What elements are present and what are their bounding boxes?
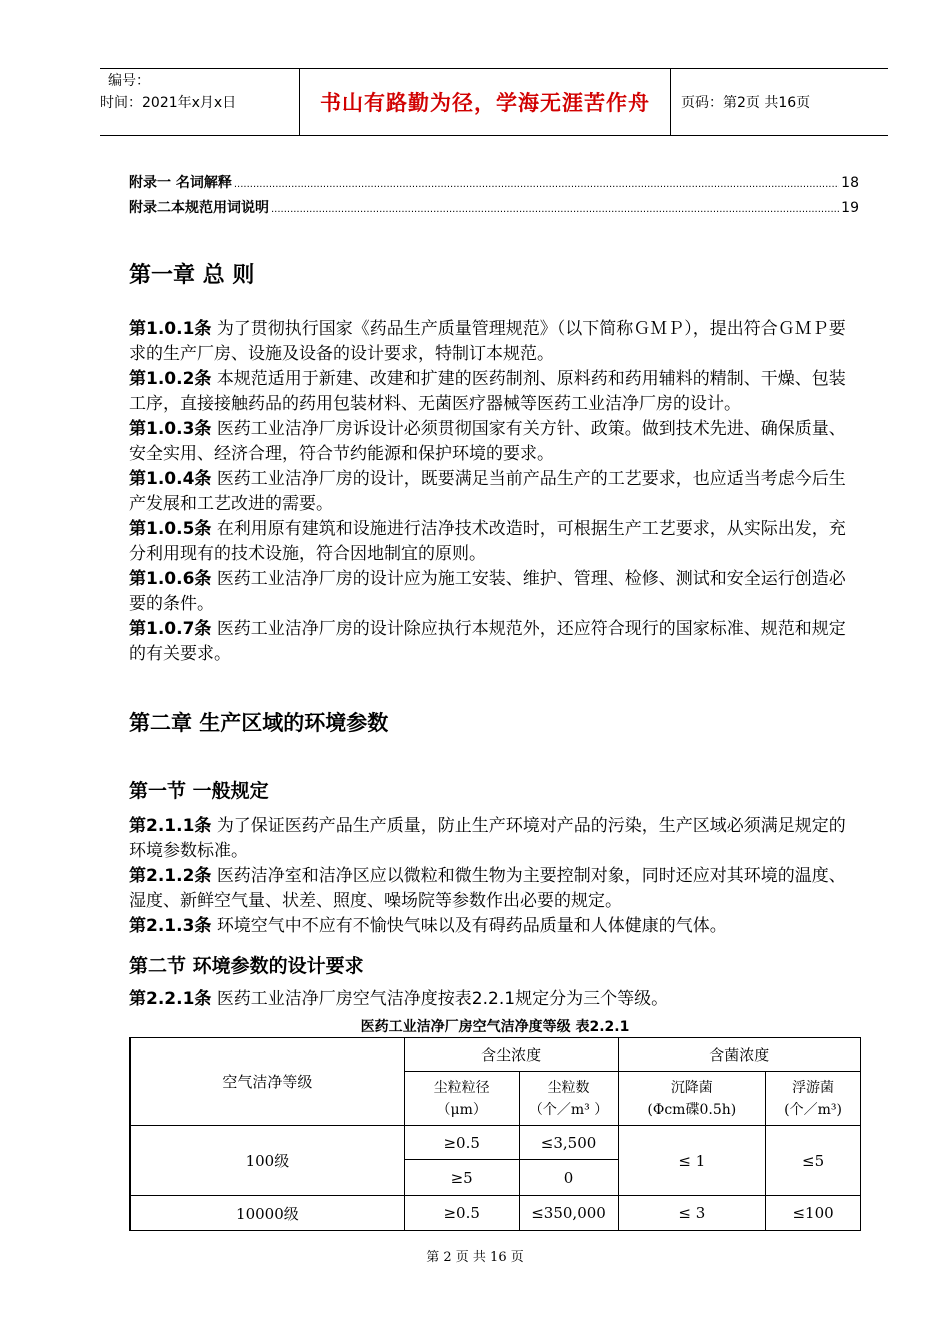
table-cell-count: 0: [519, 1160, 618, 1196]
article: [129, 617, 849, 667]
header-slogan-cell: [300, 69, 671, 135]
article-text: 医药工业洁净厂房的设计除应执行本规范外，还应符合现行的国家标准、规范和规定的有关要求。: [129, 619, 846, 664]
article-number: 第2.1.3条: [129, 916, 212, 936]
header-label: 尘粒数: [547, 1079, 590, 1096]
article-text: 在利用原有建筑和设施进行洁净技术改造时，可根据生产工艺要求，从实际出发，充分利用现有的技术设施，符合因地制宜的原则。: [129, 519, 846, 564]
table-header-floating: [766, 1072, 861, 1126]
article: [129, 367, 849, 417]
section-2-title: 第二节 环境参数的设计要求: [129, 955, 364, 977]
table-header-particle-size: [404, 1072, 519, 1126]
article-number: 第1.0.7条: [129, 619, 212, 639]
table-cell-size: ≥0.5: [404, 1196, 519, 1231]
table-cell-count: ≤3,500: [519, 1126, 618, 1160]
article: [129, 814, 849, 864]
toc-entry-title: 附录一 名词解释: [129, 175, 232, 191]
article-number: 第1.0.2条: [129, 369, 212, 389]
article: [129, 914, 849, 939]
header-label: 尘粒粒径: [433, 1079, 490, 1096]
article-text: 医药工业洁净厂房空气洁净度按表2.2.1规定分为三个等级。: [216, 989, 669, 1009]
article-text: 医药工业洁净厂房的设计，既要满足当前产品生产的工艺要求，也应适当考虑今后生产发展和工艺改进的需要。: [129, 469, 846, 514]
article: [129, 417, 849, 467]
header-unit: (个／m³): [784, 1101, 842, 1118]
header-unit: (Φcm碟0.5h): [647, 1101, 737, 1118]
toc-entry-title: 附录二本规范用词说明: [129, 200, 269, 216]
table-cell-settling: ≤ 1: [618, 1126, 766, 1196]
table-cell-size: ≥0.5: [404, 1126, 519, 1160]
article-number: 第2.2.1条: [129, 989, 212, 1009]
table-header-particle-count: [519, 1072, 618, 1126]
section-1-title: 第一节 一般规定: [129, 780, 269, 802]
header-label: 浮游菌: [792, 1079, 835, 1096]
table-header-row: [130, 1038, 861, 1072]
toc-leader: [234, 179, 839, 190]
page-header: [100, 68, 888, 136]
table-caption: 医药工业洁净厂房空气洁净度等级 表2.2.1: [360, 1019, 630, 1035]
table-cell-floating: ≤100: [766, 1196, 861, 1231]
article-text: 为了保证医药产品生产质量，防止生产环境对产品的污染，生产区域必须满足规定的环境参数标准。: [129, 816, 846, 861]
article-text: 为了贯彻执行国家《药品生产质量管理规范》（以下简称ＧＭＰ），提出符合ＧＭＰ要求的生产厂房、设施及设备的设计要求，特制订本规范。: [129, 319, 846, 364]
section-1-body: [129, 814, 849, 939]
article-number: 第2.1.1条: [129, 816, 212, 836]
article-number: 第1.0.6条: [129, 569, 212, 589]
header-number-label: 编号：: [108, 73, 150, 89]
header-label: 沉降菌: [670, 1079, 713, 1096]
toc-entry-page: 18: [841, 175, 859, 191]
header-page-info: 页码：第2页 共16页: [681, 95, 811, 111]
header-unit: （μm）: [436, 1101, 487, 1118]
page-footer: 第 2 页 共 16 页: [426, 1250, 524, 1265]
article: [129, 567, 849, 617]
table-header-class: 空气洁净等级: [130, 1038, 404, 1126]
article-text: 医药工业洁净厂房诉设计必须贯彻国家有关方针、政策。做到技术先进、确保质量、安全实用、经济合理，符合节约能源和保护环境的要求。: [129, 419, 846, 464]
table-header-settling: [618, 1072, 766, 1126]
chapter-1-body: [129, 317, 849, 667]
article: [129, 317, 849, 367]
article: [129, 517, 849, 567]
table-cell-settling: ≤ 3: [618, 1196, 766, 1231]
article: [129, 864, 849, 914]
article-number: 第1.0.4条: [129, 469, 212, 489]
chapter-1-title: 第一章 总 则: [129, 263, 255, 288]
header-meta: [100, 69, 300, 135]
table-cell-count: ≤350,000: [519, 1196, 618, 1231]
article-number: 第1.0.3条: [129, 419, 212, 439]
article: [129, 467, 849, 517]
header-unit: （个／m³ ）: [528, 1101, 609, 1118]
article-number: 第2.1.2条: [129, 866, 212, 886]
article-text: 医药工业洁净厂房的设计应为施工安装、维护、管理、检修、测试和安全运行创造必要的条件。: [129, 569, 846, 614]
table-cell-class: 10000级: [130, 1196, 404, 1231]
section-2-body: [129, 987, 849, 1012]
table-row: [130, 1196, 861, 1231]
table-row: [130, 1126, 861, 1160]
toc-entry[interactable]: [129, 172, 859, 192]
cleanliness-table: [129, 1037, 861, 1231]
table-header-dust: 含尘浓度: [404, 1038, 618, 1072]
chapter-2-title: 第二章 生产区域的环境参数: [129, 711, 389, 735]
article-text: 本规范适用于新建、改建和扩建的医药制剂、原料药和药用辅料的精制、干燥、包装工序，直接接触药品的药用包装材料、无菌医疗器械等医药工业洁净厂房的设计。: [129, 369, 846, 414]
article-number: 第1.0.1条: [129, 319, 212, 339]
table-cell-class: 100级: [130, 1126, 404, 1196]
article-text: 环境空气中不应有不愉快气味以及有碍药品质量和人体健康的气体。: [216, 916, 727, 936]
article: [129, 987, 849, 1012]
header-time: 时间：2021年x月x日: [100, 95, 237, 111]
article-text: 医药洁净室和洁净区应以微粒和微生物为主要控制对象，同时还应对其环境的温度、湿度、新鲜空气量、状差、照度、噪场院等参数作出必要的规定。: [129, 866, 846, 911]
toc-entry-page: 19: [841, 200, 859, 216]
article-number: 第1.0.5条: [129, 519, 212, 539]
table-cell-floating: ≤5: [766, 1126, 861, 1196]
header-slogan: 书山有路勤为径，学海无涯苦作舟: [320, 91, 650, 115]
table-header-bacteria: 含菌浓度: [618, 1038, 861, 1072]
table-cell-size: ≥5: [404, 1160, 519, 1196]
toc-leader: [271, 204, 839, 215]
toc-entry[interactable]: [129, 197, 859, 217]
